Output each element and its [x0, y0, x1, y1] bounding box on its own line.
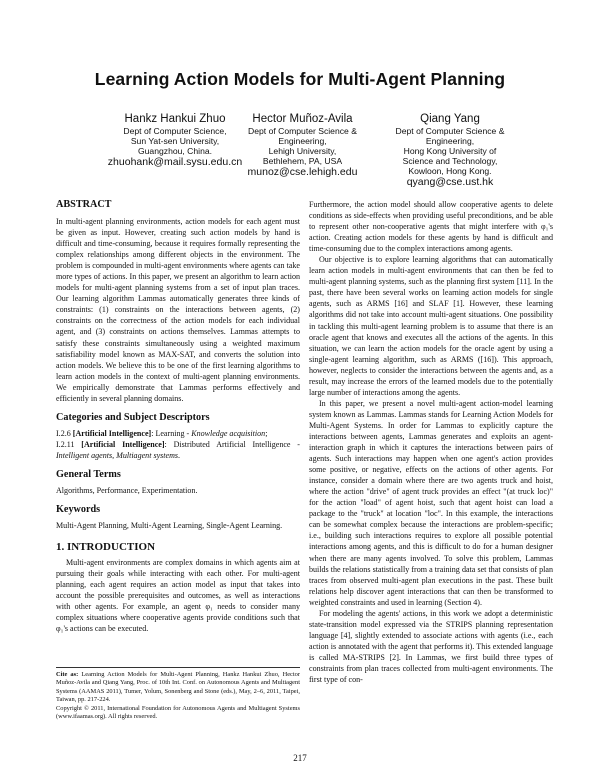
body-paragraph: In this paper, we present a novel multi-agent action-model learning system known as Lammas. Lammas stands for Learning Action Models for Multi-Agent Systems. In order for Lammas to explicitly capture the interactions between agents, Lammas generates and exploits an agent-interaction graph in which it captures the interactions between pairs of agents. Such interactions may happen when one agent's action provides some positive, or negative, effects on the actions of other agents. For instance, consider a domain where there are two agents truck and hoist, where the action "drive" of agent truck provides an effect "(at truck loc)" for the action "load" of agent hoist, such that agent hoist can load a package to the "truck" at location "loc". In this example, the interactions can be somewhat complex because the interactions are problem-specific; i.e., building such interactions requires to explore all possible potential interactions among agents, and this is difficult to do for a human designer when there are many agents involved. To solve this problem, Lammas builds the relations statistically from a training data set that consists of plan traces from observed multi-agent plan executions in the past. These built relations help discover agent interactions that can then be transformed to weighted constraints and used in learning (Section 4).: [309, 398, 553, 607]
author-affiliation: Engineering,: [425, 136, 475, 146]
introduction-heading: 1. INTRODUCTION: [56, 541, 156, 554]
author-email[interactable]: qyang@cse.ust.hk: [406, 176, 494, 188]
paper-title: Learning Action Models for Multi-Agent Planning: [94, 69, 506, 89]
abstract-heading: ABSTRACT: [56, 199, 112, 210]
author-block-2: [225, 112, 380, 178]
author-affiliation: Dept of Computer Science &: [395, 126, 505, 136]
footnote-rule: [56, 667, 300, 668]
general-terms-text: Algorithms, Performance, Experimentation.: [56, 485, 198, 495]
author-email[interactable]: zhuohank@mail.sysu.edu.cn: [107, 156, 243, 168]
keywords-heading: Keywords: [56, 503, 101, 515]
author-name: Qiang Yang: [420, 113, 480, 125]
footnote: [56, 667, 300, 721]
author-name: Hector Muñoz-Avila: [252, 113, 353, 125]
abstract-text: In multi-agent planning environments, action models for each agent must be given as input. However, creating such action models by hand is difficult and time-consuming, because it requires formally representing the complex relationships among different objects in the environment. The problem is compounded in multi-agent environments where agents can take more types of actions. In this paper, we present an algorithm to learn action models for multi-agent planning systems from a set of input plan traces. Our learning algorithm Lammas automatically generates three kinds of constraints: (1) constraints on the interactions between agents, (2) constraints on the correctness of the action models for each individual agent, and (3) constraints on actions themselves. Lammas attempts to satisfy these constraints simultaneously using a weighted maximum satisfiability model known as MAX-SAT, and converts the solution into action models. We believe this to be one of the first learning algorithms to learn action models in the context of multi-agent planning environments. We empirically demonstrate that Lammas performs effectively and efficiently in several planning domains.: [56, 217, 300, 403]
categories-heading: Categories and Subject Descriptors: [56, 411, 210, 423]
author-affiliation: Sun Yat-sen University,: [130, 136, 220, 146]
author-affiliation: Kowloon, Hong Kong.: [408, 166, 492, 176]
body-paragraph: For modeling the agents' actions, in this work we adopt a deterministic state-transition model expressed via the STRIPS planning representation language [4], slightly extended to associate actions with agents (i.e., each action is annotated with the agent that performs it). This extended language is called MA-STRIPS [2]. In Lammas, we first build three types of constraints from plan traces collected from multi-agent environments. The first type of con-: [309, 608, 553, 685]
author-affiliation: Lehigh University,: [268, 146, 337, 156]
author-affiliation: Dept of Computer Science &: [248, 126, 357, 136]
category-line: I.2.11 [Artificial Intelligence]: Distributed Artificial Intelligence - Intelligent agents, Multiagent systems.: [56, 439, 300, 460]
right-column: [309, 199, 553, 685]
body-paragraph: Our objective is to explore learning algorithms that can automatically learn action models in multi-agent environments that can then be fed to multi-agent planning systems, such as the planning first system [11]. In the past, there have been several works on learning action models for single agents, such as ARMS [16] and SLAF [1]. However, these learning algorithms did not take into account multi-agent situations. One possibility in tackling this multi-agent learning problem is to assume that there is an oracle agent that knows and executes all the actions of the agents. In this situation, we can learn the action models for the oracle agent by using a single-agent learning algorithm, such as ARMS ([16]). This approach, however, neglects to consider the interactions between the agents and, as a result, may increase the errors of the learned models due to the potentially large number of interactions among the agents.: [309, 255, 553, 397]
category-line: I.2.6 [Artificial Intelligence]: Learning - Knowledge acquisition;: [56, 428, 268, 438]
author-affiliation: Engineering,: [278, 136, 327, 146]
copyright-note: Copyright © 2011, International Foundation for Autonomous Agents and Multiagent Systems (www.ifaamas.org). All rights reserved.: [56, 704, 300, 721]
author-affiliation: Dept of Computer Science,: [123, 126, 227, 136]
body-paragraph: Furthermore, the action model should allow cooperative agents to delete conditions as side-effects when providing useful preconditions, and be able to represent other non-cooperative agents that might interfere with φ₁'s action. Creating action models for these agents by hand is difficult and time-consuming due to the complex interactions among agents.: [309, 200, 553, 254]
page-number: 217: [293, 753, 307, 763]
left-column: [56, 199, 300, 634]
author-affiliation: Guangzhou, China.: [137, 146, 213, 156]
author-name: Hankz Hankui Zhuo: [124, 113, 226, 125]
author-block-3: [370, 112, 530, 188]
keywords-text: Multi-Agent Planning, Multi-Agent Learning, Single-Agent Learning.: [56, 520, 283, 530]
author-affiliation: Bethlehem, PA, USA: [262, 156, 343, 166]
citation-note: Cite as: Learning Action Models for Multi-Agent Planning, Hankz Hankui Zhuo, Hector Muñoz-Avila and Qiang Yang, Proc. of 10th Int. Conf. on Autonomous Agents and Multiagent Systems (AAMAS 2011), Tumer, Yolum, Sonenberg and Stone (eds.), May, 2–6, 2011, Taipei, Taiwan, pp. 217-224.: [56, 671, 300, 704]
author-email[interactable]: munoz@cse.lehigh.edu: [247, 166, 358, 178]
general-terms-heading: General Terms: [56, 468, 121, 480]
author-affiliation: Hong Kong University of: [403, 146, 497, 156]
introduction-paragraph: Multi-agent environments are complex domains in which agents aim at pursuing their goals while interacting with each other. For multi-agent planning, each agent requires an action model as input that takes into account the possible prerequisites and outcomes, as well as interactions with other agents. For example, an agent φ₁ needs to consider many complex situations where cooperative agents provide conditions such that φ₁'s actions can be executed.: [56, 558, 300, 634]
author-affiliation: Science and Technology,: [402, 156, 498, 166]
